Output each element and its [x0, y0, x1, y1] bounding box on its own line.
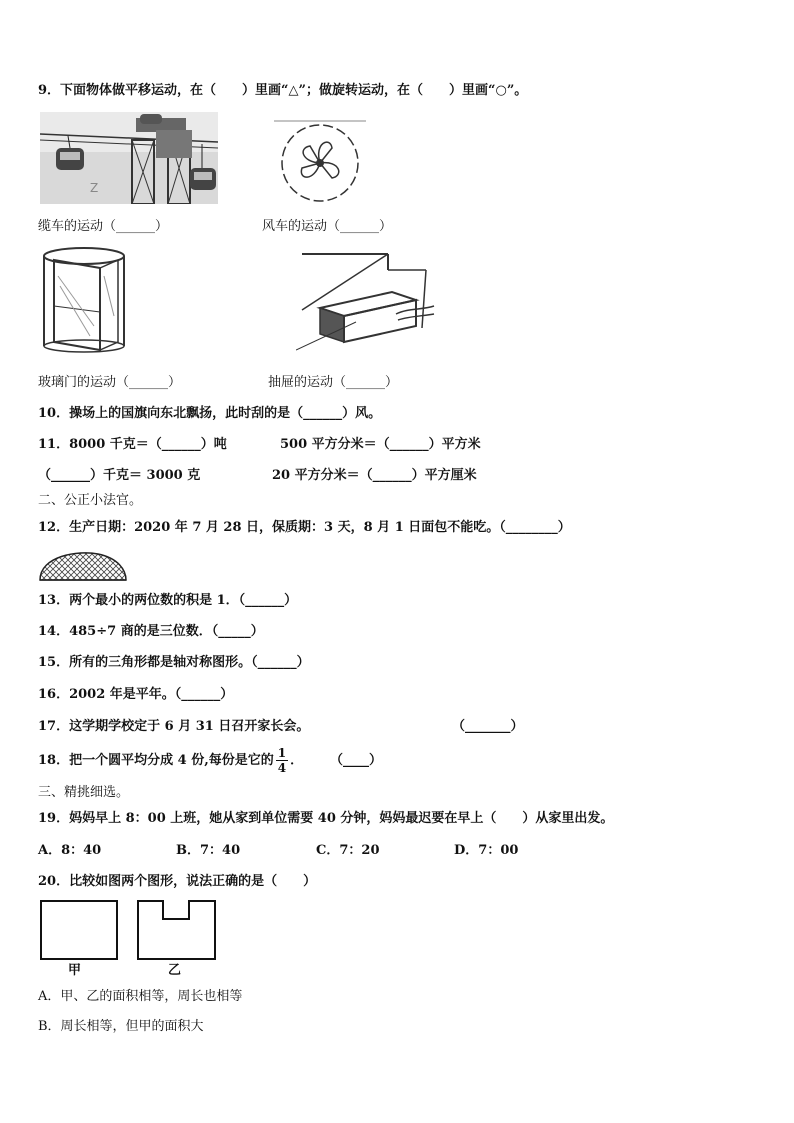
- q19-text: 19．妈妈早上 8：00 上班，她从家到单位需要 40 分钟，妈妈最迟要在早上（ ）从家里出发。: [38, 811, 614, 826]
- q11-d: 20 平方分米＝（______）平方厘米: [272, 468, 477, 483]
- q18-numerator: 1: [277, 746, 287, 760]
- q20-option-b[interactable]: B．周长相等，但甲的面积大: [38, 1019, 204, 1034]
- q19-option-c[interactable]: C．7：20: [316, 843, 380, 858]
- cable-watermark: Z: [90, 181, 99, 195]
- drawer-picture: [296, 250, 438, 352]
- drawer-label: 抽屉的运动（______）: [268, 375, 399, 390]
- cable-car-picture: [40, 112, 218, 204]
- q10-text: 10．操场上的国旗向东北飘扬，此时刮的是（______）风。: [38, 406, 382, 421]
- q12-text: 12．生产日期：2020 年 7 月 28 日，保质期：3 天，8 月 1 日面包不能吃。（________）: [38, 520, 571, 535]
- label-yi: 乙: [168, 963, 182, 978]
- q18-blank: （____）: [330, 753, 383, 768]
- q16-text: 16．2002 年是平年。（______）: [38, 687, 234, 702]
- q11-c: （______）千克＝ 3000 克: [38, 468, 201, 483]
- q15-text: 15．所有的三角形都是轴对称图形。（______）: [38, 655, 310, 670]
- bread-picture: [38, 548, 128, 584]
- cable-car-label: 缆车的运动（______）: [38, 219, 169, 234]
- q19-option-a[interactable]: A．8：40: [38, 843, 102, 858]
- shape-yi: [137, 900, 219, 962]
- q13-text: 13．两个最小的两位数的积是 1．（______）: [38, 593, 298, 608]
- section-3-heading: 三、精挑细选。: [38, 785, 130, 800]
- q20-text: 20．比较如图两个图形，说法正确的是（ ）: [38, 874, 317, 889]
- q18-denominator: 4: [277, 761, 287, 775]
- q19-option-b[interactable]: B．7：40: [176, 843, 241, 858]
- q17-blank: （_______）: [452, 719, 524, 734]
- q14-text: 14．485÷7 商的是三位数．（_____）: [38, 624, 264, 639]
- door-label: 玻璃门的运动（______）: [38, 375, 182, 390]
- q18-fraction: [276, 746, 288, 775]
- fan-label: 风车的运动（______）: [262, 219, 393, 234]
- label-jia: 甲: [68, 963, 82, 978]
- q19-option-d[interactable]: D．7：00: [454, 843, 519, 858]
- q18-text: [38, 744, 303, 778]
- shape-jia: [40, 900, 120, 962]
- revolving-door-picture: [40, 246, 128, 354]
- q17-text: 17．这学期学校定于 6 月 31 日召开家长会。: [38, 719, 310, 734]
- q18-post: ．: [290, 753, 304, 768]
- q18-pre: 18．把一个圆平均分成 4 份,每份是它的: [38, 753, 274, 768]
- q20-option-a[interactable]: A．甲、乙的面积相等，周长也相等: [38, 989, 243, 1004]
- q11-b: 500 平方分米＝（______）平方米: [280, 437, 481, 452]
- section-2-heading: 二、公正小法官。: [38, 493, 143, 508]
- q9-text: 9．下面物体做平移运动，在（ ）里画“△”；做旋转运动，在（ ）里画“○”。: [38, 83, 528, 98]
- q11-a: 11．8000 千克＝（______）吨: [38, 437, 227, 452]
- fan-picture: [274, 118, 366, 204]
